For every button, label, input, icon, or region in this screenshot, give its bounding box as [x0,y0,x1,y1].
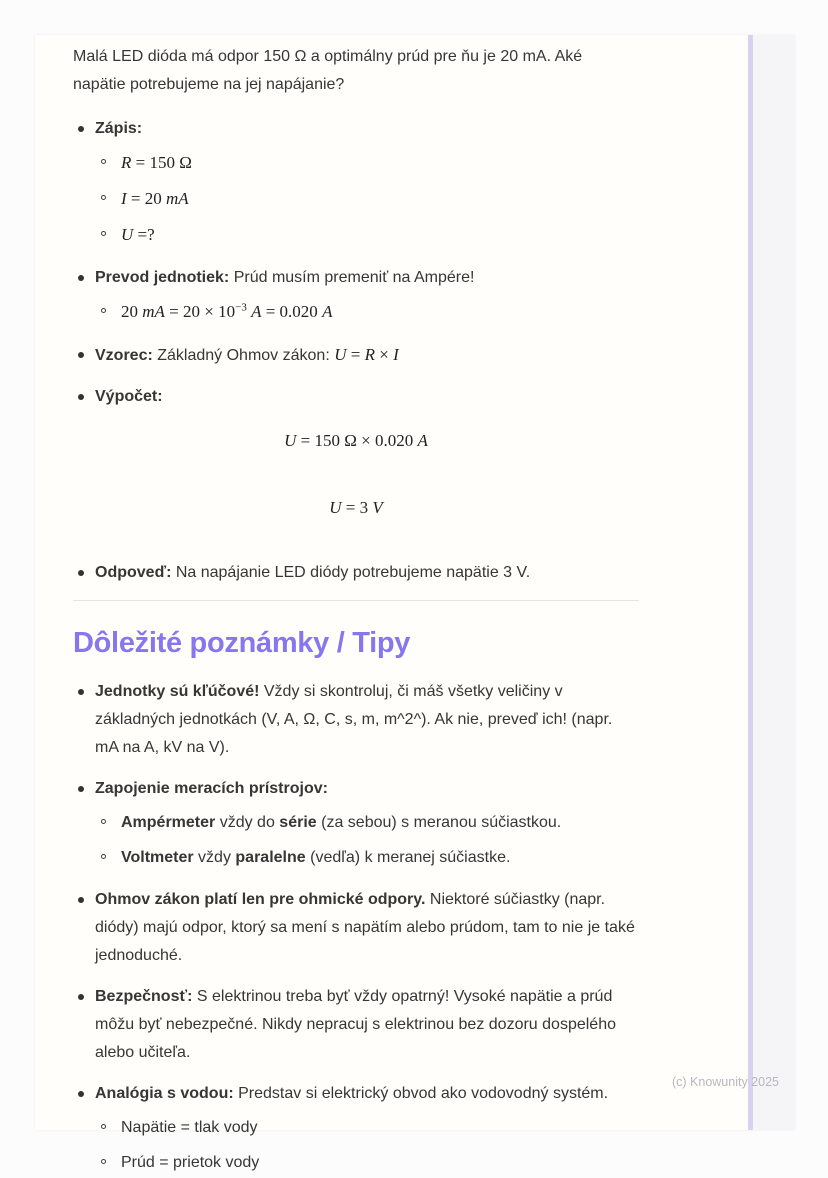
bullet-icon [78,275,84,281]
solution-step-vzorec [73,341,639,370]
circle-bullet-icon [101,1159,106,1164]
step-text-vzorec: Vzorec: Základný Ohmov zákon: U = R × I [95,345,399,364]
tip-subtext: Napätie = tlak vody [121,1119,258,1136]
math-expression: I = 20 mA [121,189,189,208]
tip-item-units [73,678,639,762]
instruments-sublist [95,808,639,873]
tip-item-safety [73,983,639,1067]
tip-subitem-voltmeter [95,843,639,873]
solution-step-odpoved [73,559,639,587]
solution-step-zapis [73,115,639,251]
math-expression: U = 3 V [329,498,383,517]
bullet-icon [78,126,84,132]
tip-subtext: Voltmeter vždy paralelne (vedľa) k meranej súčiastke. [121,849,511,866]
math-item-voltage-unknown [95,220,639,251]
math-expression: U =? [121,225,155,244]
circle-bullet-icon [101,819,106,824]
bullet-icon [78,352,84,358]
scrollbar-thumb[interactable] [748,35,753,1130]
tip-subitem-current-flow [95,1148,639,1178]
tip-subitem-ampermeter [95,808,639,838]
math-expression: 20 mA = $20 \times 10^{-3}$ A = 0.020 A [121,301,333,321]
circle-bullet-icon [101,195,106,200]
tip-text: Bezpečnosť: S elektrinou treba byť vždy opatrný! Vysoké napätie a prúd môžu byť nebezpečné. Nikdy nepracuj s elektrinou bez dozoru dospelého alebo učiteľa. [95,988,616,1061]
equation-display-1 [73,427,639,456]
math-expression: R = 150 Ω [121,153,192,172]
tip-subtext: Prúd = prietok vody [121,1154,260,1171]
prevod-sublist [95,297,639,328]
tip-item-instruments [73,775,639,873]
tip-text: Jednotky sú kľúčové! Vždy si skontroluj, či máš všetky veličiny v základných jednotkách (V, A, Ω, C, s, m, m^2^). Ak nie, preveď ich! (napr. mA na A, kV na V). [95,683,613,756]
equation-display-2 [73,494,639,523]
math-expression: U = 150 Ω × 0.020 A [284,431,428,450]
bullet-icon [78,786,84,792]
tip-item-water-analogy [73,1080,639,1178]
scrollbar-track [753,35,795,1130]
step-label-zapis: Zápis: [95,120,143,137]
document-page [35,35,795,1171]
tip-item-ohmic [73,886,639,970]
step-label-vypocet: Výpočet: [95,388,163,405]
tips-section-heading: Dôležité poznámky / Tipy [73,627,411,659]
circle-bullet-icon [101,231,106,236]
solution-list [73,115,639,411]
page-content [73,43,639,1178]
copyright-watermark: (c) Knowunity 2025 [671,1075,779,1089]
circle-bullet-icon [101,854,106,859]
tips-list [73,678,639,1178]
bullet-icon [78,394,84,400]
tip-text: Ohmov zákon platí len pre ohmické odpory. Niektoré súčiastky (napr. diódy) majú odpor, ktorý sa mení s napätím alebo prúdom, tam to nie je také jednoduché. [95,891,635,964]
tip-text: Zapojenie meracích prístrojov: [95,780,328,797]
problem-statement: Malá LED dióda má odpor 150 Ω a optimálny prúd pre ňu je 20 mA. Aké napätie potrebujeme na jej napájanie? [73,48,583,93]
circle-bullet-icon [101,159,106,164]
answer-list [73,559,639,587]
math-item-conversion [95,297,639,328]
math-item-resistance [95,148,639,179]
bullet-icon [78,897,84,903]
section-divider [73,600,639,601]
bullet-icon [78,570,84,576]
bullet-icon [78,994,84,1000]
solution-step-vypocet [73,383,639,411]
bullet-icon [78,689,84,695]
step-text-prevod: Prevod jednotiek: Prúd musím premeniť na Ampére! [95,269,475,286]
circle-bullet-icon [101,1124,106,1129]
tip-subtext: Ampérmeter vždy do série (za sebou) s meranou súčiastkou. [121,814,562,831]
analogy-sublist [95,1113,639,1178]
bullet-icon [78,1091,84,1097]
zapis-sublist [95,148,639,251]
solution-step-prevod [73,264,639,328]
circle-bullet-icon [101,308,106,313]
math-item-current [95,184,639,215]
step-text-odpoved: Odpoveď: Na napájanie LED diódy potrebujeme napätie 3 V. [95,564,531,581]
tip-text: Analógia s vodou: Predstav si elektrický obvod ako vodovodný systém. [95,1085,609,1102]
tip-subitem-voltage-pressure [95,1113,639,1143]
